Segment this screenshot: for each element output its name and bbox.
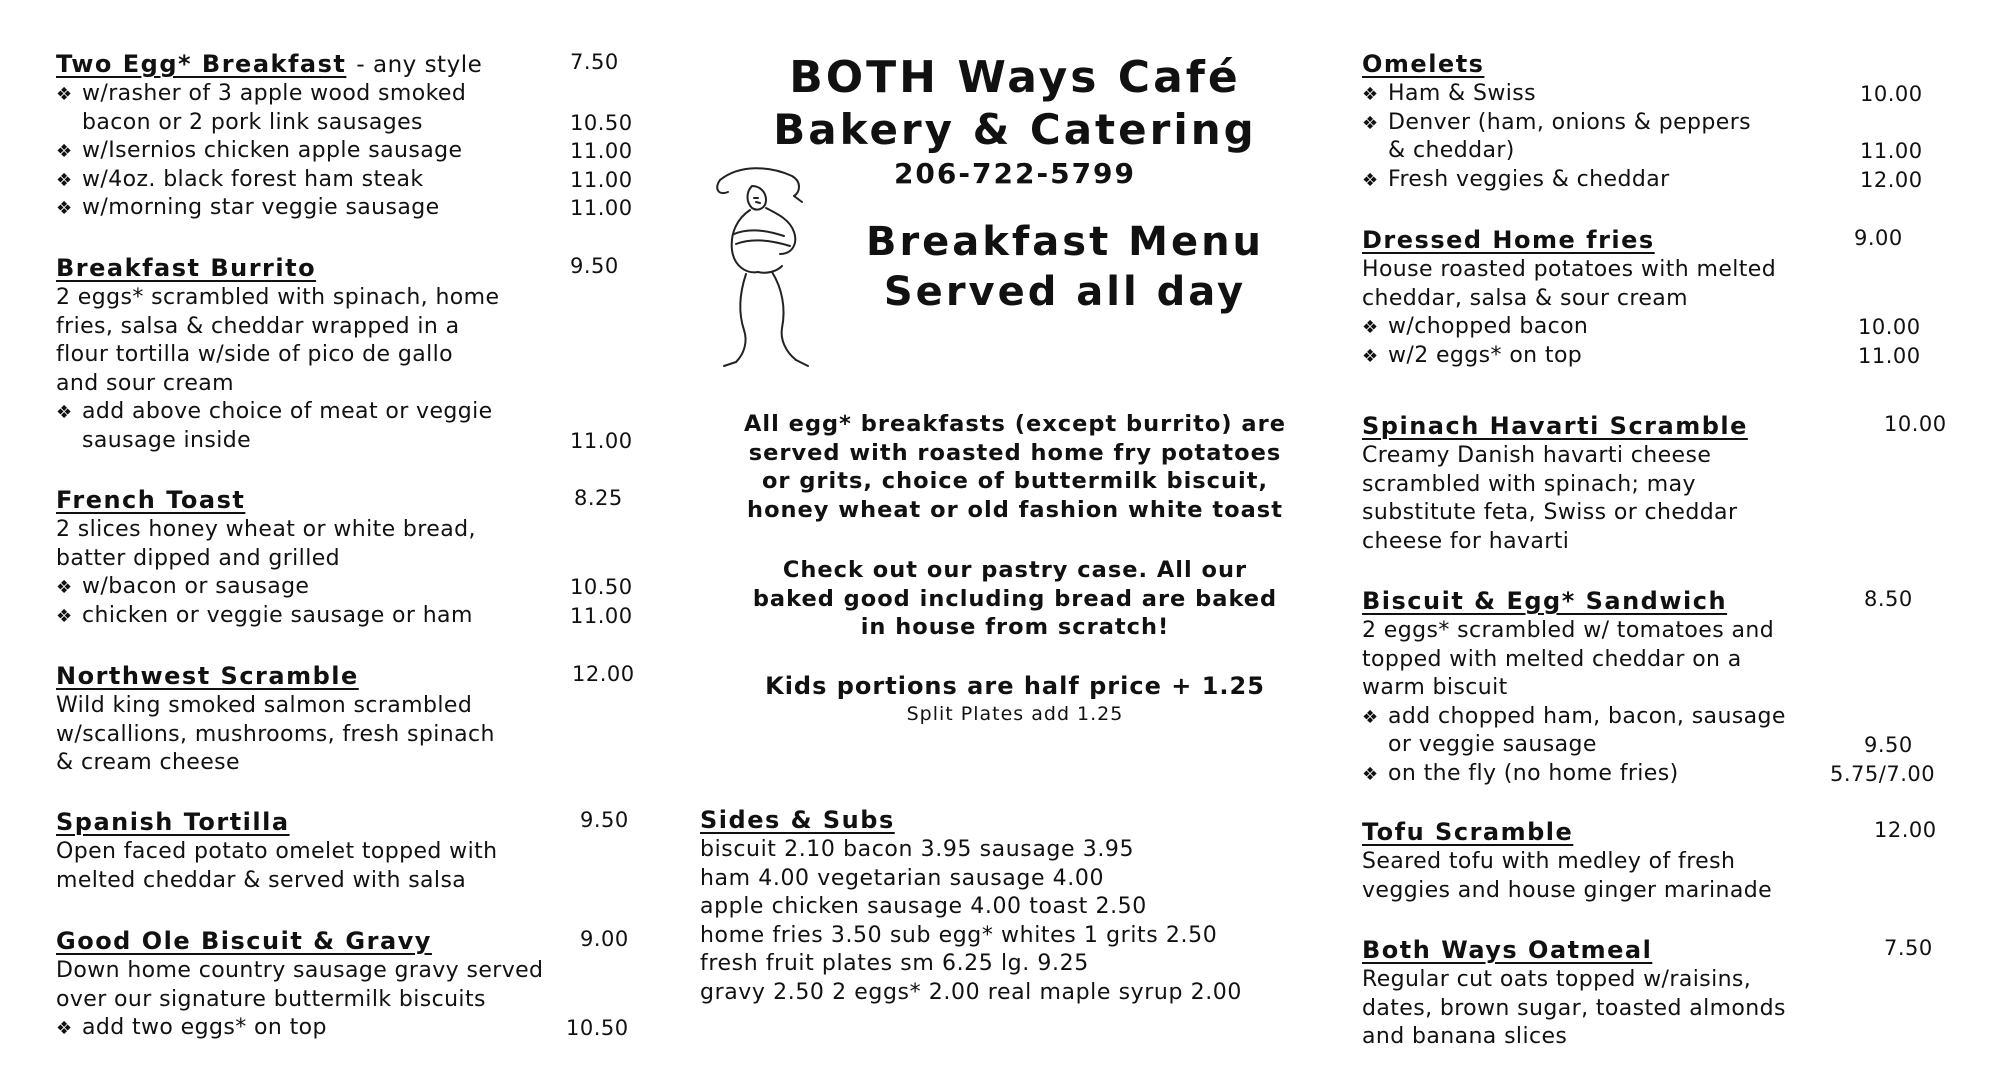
option-text: add chopped ham, bacon, sausage — [1388, 703, 1786, 729]
description-line: and banana slices — [1362, 1024, 1568, 1049]
diamond-bullet-icon: ❖ — [1362, 763, 1379, 785]
option-line — [1362, 342, 1962, 371]
option-text: w/chopped bacon — [1388, 314, 1589, 339]
note-line: Check out our pastry case. All our — [782, 557, 1248, 583]
option-line — [1362, 166, 1962, 195]
section-price: 7.50 — [1884, 936, 1933, 960]
diamond-bullet-icon: ❖ — [56, 605, 73, 627]
option-text: bacon or 2 pork link sausages — [82, 109, 423, 135]
section-northwest-scramble — [56, 662, 646, 778]
diamond-bullet-icon: ❖ — [1362, 345, 1379, 367]
description-line: Regular cut oats topped w/raisins, — [1362, 967, 1752, 992]
description-line: Seared tofu with medley of fresh — [1362, 849, 1736, 874]
section-title: Two Egg* Breakfast — [56, 50, 347, 78]
option-price: 10.50 — [570, 110, 633, 135]
description-line: Wild king smoked salmon scrambled — [56, 693, 473, 718]
kids-note: Kids portions are half price + 1.25 — [765, 672, 1265, 700]
sides-line: biscuit 2.10 bacon 3.95 sausage 3.95 — [700, 837, 1135, 862]
description-line: & cream cheese — [56, 750, 240, 775]
option-price: 10.50 — [570, 575, 633, 599]
section-french-toast — [56, 486, 646, 630]
description-line: cheese for havarti — [1362, 528, 1570, 554]
note-line: All egg* breakfasts (except burrito) are — [744, 411, 1286, 437]
option-text: add above choice of meat or veggie — [82, 399, 493, 424]
description-line: cheddar, salsa & sour cream — [1362, 285, 1688, 311]
option-line — [1362, 703, 1962, 732]
diamond-bullet-icon: ❖ — [1362, 317, 1379, 338]
diamond-bullet-icon: ❖ — [1362, 169, 1379, 191]
option-text: w/Isernios chicken apple sausage — [82, 138, 463, 163]
diamond-bullet-icon: ❖ — [56, 84, 73, 105]
split-plates-note: Split Plates add 1.25 — [906, 703, 1124, 725]
section-price: 10.00 — [1884, 412, 1947, 436]
section-title: Sides & Subs — [700, 806, 895, 834]
note-line: in house from scratch! — [860, 614, 1170, 640]
description-line: dates, brown sugar, toasted almonds — [1362, 995, 1786, 1021]
option-price: 11.00 — [570, 139, 633, 163]
option-price: 11.00 — [1860, 139, 1923, 163]
option-price: 10.00 — [1858, 315, 1921, 339]
option-line — [56, 398, 646, 427]
option-line — [56, 427, 646, 456]
description-line: warm biscuit — [1362, 675, 1508, 700]
option-line — [56, 137, 646, 166]
diamond-bullet-icon: ❖ — [56, 402, 73, 423]
description-line: melted cheddar & served with salsa — [56, 867, 467, 893]
option-price: 11.00 — [570, 603, 633, 628]
option-text: chicken or veggie sausage or ham — [82, 602, 473, 628]
sides-line: apple chicken sausage 4.00 toast 2.50 — [700, 894, 1147, 919]
option-text: on the fly (no home fries) — [1388, 760, 1679, 786]
section-title: Breakfast Burrito — [56, 254, 317, 282]
option-text: w/bacon or sausage — [82, 574, 310, 599]
description-line: House roasted potatoes with melted — [1362, 257, 1777, 282]
option-text: w/morning star veggie sausage — [82, 195, 440, 220]
option-text: Denver (ham, onions & peppers — [1388, 109, 1752, 135]
cafe-name: BOTH Ways Café — [789, 52, 1241, 103]
description-line: scrambled with spinach; may — [1362, 471, 1696, 497]
description-line: topped with melted cheddar on a — [1362, 646, 1742, 672]
option-line — [1362, 313, 1962, 342]
option-line — [56, 573, 646, 602]
section-title: Good Ole Biscuit & Gravy — [56, 927, 432, 955]
option-line — [56, 109, 646, 138]
section-breakfast-burrito — [56, 254, 646, 455]
option-price: 12.00 — [1860, 167, 1923, 192]
option-price: 5.75/7.00 — [1830, 761, 1936, 786]
diamond-bullet-icon: ❖ — [1362, 706, 1379, 728]
option-line — [56, 602, 646, 631]
section-spanish-tortilla — [56, 808, 646, 895]
section-sides-subs — [700, 806, 1330, 1007]
description-line: fries, salsa & cheddar wrapped in a — [56, 313, 460, 339]
section-price: 7.50 — [570, 50, 619, 74]
section-omelets — [1362, 50, 1962, 194]
option-text: & cheddar) — [1388, 138, 1515, 163]
sides-line: home fries 3.50 sub egg* whites 1 grits 2.50 — [700, 922, 1218, 948]
section-spinach-havarti — [1362, 412, 1962, 556]
option-line — [1362, 731, 1962, 760]
section-tofu-scramble — [1362, 818, 1962, 905]
sides-line: gravy 2.50 2 eggs* 2.00 real maple syrup 2.00 — [700, 979, 1243, 1005]
section-price: 8.25 — [574, 486, 623, 510]
option-price: 10.50 — [566, 1016, 629, 1040]
description-line: 2 eggs* scrambled with spinach, home — [56, 285, 500, 310]
option-line — [56, 166, 646, 195]
item-list — [56, 80, 646, 223]
option-price: 9.50 — [1864, 733, 1913, 757]
description-line: veggies and house ginger marinade — [1362, 877, 1773, 903]
section-dressed-home-fries — [1362, 226, 1962, 370]
option-text: w/2 eggs* on top — [1388, 342, 1583, 368]
section-two-egg-breakfast — [56, 50, 646, 223]
sides-line: ham 4.00 vegetarian sausage 4.00 — [700, 865, 1105, 891]
section-title: Spanish Tortilla — [56, 808, 290, 836]
description-line: substitute feta, Swiss or cheddar — [1362, 500, 1738, 525]
diamond-bullet-icon: ❖ — [1362, 84, 1379, 105]
sides-line: fresh fruit plates sm 6.25 lg. 9.25 — [700, 951, 1089, 976]
section-price: 12.00 — [1874, 818, 1937, 842]
option-line — [56, 80, 646, 109]
option-text: add two eggs* on top — [82, 1015, 327, 1040]
section-title: Omelets — [1362, 50, 1485, 78]
section-price: 9.00 — [580, 927, 629, 951]
description-line: 2 slices honey wheat or white bread, — [56, 517, 476, 542]
section-title: Northwest Scramble — [56, 662, 359, 690]
option-line — [56, 1014, 646, 1043]
section-biscuit-egg-sandwich — [1362, 587, 1962, 788]
option-text: sausage inside — [82, 427, 252, 453]
description-line: Open faced potato omelet topped with — [56, 839, 498, 864]
section-price: 9.50 — [580, 808, 629, 832]
menu-title: Breakfast Menu — [865, 219, 1265, 265]
note-line: served with roasted home fry potatoes — [748, 439, 1282, 466]
cafe-phone: 206-722-5799 — [893, 157, 1137, 190]
diamond-bullet-icon: ❖ — [56, 1018, 73, 1039]
option-price: 10.00 — [1860, 82, 1923, 106]
section-title: Both Ways Oatmeal — [1362, 936, 1653, 964]
diamond-bullet-icon: ❖ — [56, 169, 73, 191]
option-line — [1362, 137, 1962, 166]
option-price: 11.00 — [570, 167, 633, 192]
section-title: Dressed Home fries — [1362, 226, 1655, 254]
note-line: honey wheat or old fashion white toast — [747, 496, 1283, 523]
note-line: baked good including bread are baked — [752, 585, 1278, 612]
option-price: 11.00 — [570, 196, 633, 220]
option-text: w/rasher of 3 apple wood smoked — [82, 81, 467, 106]
description-line: w/scallions, mushrooms, fresh spinach — [56, 721, 495, 747]
menu-subtitle: Served all day — [883, 269, 1247, 315]
diamond-bullet-icon: ❖ — [56, 141, 73, 162]
option-text: or veggie sausage — [1388, 732, 1597, 757]
diamond-bullet-icon: ❖ — [56, 198, 73, 219]
description-line: flour tortilla w/side of pico de gallo — [56, 342, 453, 367]
section-title: Biscuit & Egg* Sandwich — [1362, 587, 1728, 615]
option-text: Ham & Swiss — [1388, 81, 1536, 106]
option-price: 11.00 — [570, 428, 633, 453]
description-line: Creamy Danish havarti cheese — [1362, 443, 1712, 468]
description-line: over our signature buttermilk biscuits — [56, 986, 486, 1012]
diamond-bullet-icon: ❖ — [56, 577, 73, 598]
section-biscuit-gravy — [56, 927, 646, 1043]
section-title: Spinach Havarti Scramble — [1362, 412, 1748, 440]
section-price: 9.50 — [570, 254, 619, 278]
note-line: or grits, choice of buttermilk biscuit, — [761, 468, 1269, 494]
description-line: Down home country sausage gravy served — [56, 958, 544, 983]
option-line — [1362, 80, 1962, 109]
section-price: 12.00 — [572, 662, 635, 686]
section-price: 8.50 — [1864, 587, 1913, 611]
option-price: 11.00 — [1858, 343, 1921, 368]
option-line — [1362, 760, 1962, 789]
section-oatmeal — [1362, 936, 1962, 1052]
description-line: batter dipped and grilled — [56, 545, 341, 571]
pastry-note — [700, 556, 1330, 642]
section-subtitle: - any style — [356, 52, 483, 78]
option-text: Fresh veggies & cheddar — [1388, 166, 1670, 192]
option-line — [56, 194, 646, 223]
cafe-subtitle: Bakery & Catering — [773, 105, 1257, 154]
description-line: 2 eggs* scrambled w/ tomatoes and — [1362, 618, 1775, 643]
dancing-figure-icon — [700, 162, 840, 372]
section-price: 9.00 — [1854, 226, 1903, 250]
breakfast-note — [700, 410, 1330, 524]
section-title: Tofu Scramble — [1362, 818, 1574, 846]
description-line: and sour cream — [56, 370, 234, 396]
option-text: w/4oz. black forest ham steak — [82, 166, 424, 192]
item-list — [1362, 80, 1962, 194]
option-line — [1362, 109, 1962, 138]
diamond-bullet-icon: ❖ — [1362, 112, 1379, 134]
section-title: French Toast — [56, 486, 246, 514]
